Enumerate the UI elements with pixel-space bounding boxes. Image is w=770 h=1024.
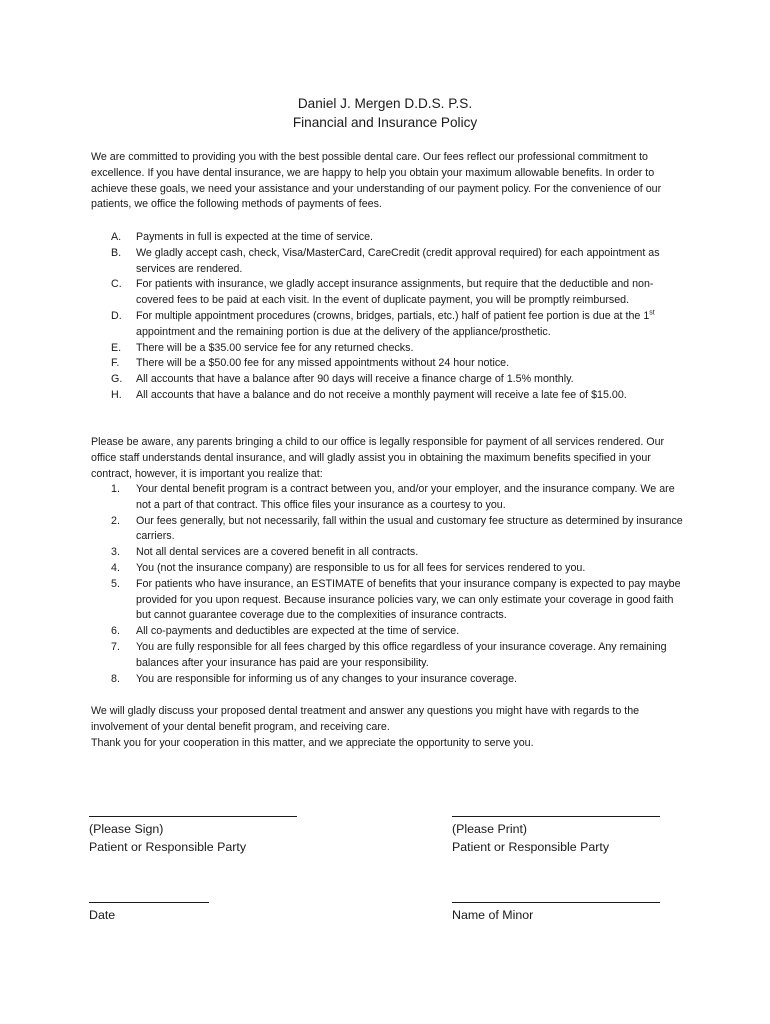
- list-marker: D.: [111, 309, 122, 322]
- insurance-intro-paragraph: Please be aware, any parents bringing a child to our office is legally responsible for payment of all services rendered. Our office staff understands dental insurance, and will gladly assist you in obtaining the maximum benefits specified in your contract, however, it is important you realize that:: [91, 436, 665, 480]
- list-item: [111, 309, 681, 341]
- list-marker: A.: [111, 231, 122, 243]
- print-party-label: Patient or Responsible Party: [452, 839, 610, 854]
- list-item-text: All accounts that have a balance and do not receive a monthly payment will receive a late fee of $15.00.: [136, 388, 627, 401]
- list-item-text: There will be a $35.00 service fee for any returned checks.: [136, 341, 414, 354]
- list-marker: G.: [111, 373, 123, 386]
- list-item: [111, 341, 681, 357]
- signature-block: [89, 808, 297, 856]
- date-line[interactable]: [89, 894, 209, 903]
- date-label: Date: [89, 908, 116, 922]
- list-marker: H.: [111, 388, 122, 401]
- list-item-text: Our fees generally, but not necessarily, fall within the usual and customary fee structure as determined by insurance carriers.: [136, 514, 683, 543]
- list-item: [111, 545, 683, 561]
- list-item-text: All co-payments and deductibles are expected at the time of service.: [136, 625, 460, 638]
- list-item-text-continued: appointment and the remaining portion is due at the delivery of the appliance/prosthetic.: [136, 325, 551, 338]
- list-item-text: For patients who have insurance, an ESTIMATE of benefits that your insurance company is expected to pay maybe provided for you upon request. Because insurance policies vary, we can only estimate your coverage in good faith but cannot guarantee coverage due to the complexities of insurance contracts.: [136, 577, 681, 622]
- insurance-points-list: [111, 482, 683, 687]
- list-marker: 6.: [111, 625, 120, 638]
- list-marker: C.: [111, 278, 122, 291]
- please-sign-label: (Please Sign): [89, 822, 164, 836]
- list-item: [111, 356, 681, 372]
- list-marker: B.: [111, 246, 122, 259]
- list-item-text: We gladly accept cash, check, Visa/MasterCard, CareCredit (credit approval required) for each appointment as services are rendered.: [136, 246, 660, 275]
- list-marker: 2.: [111, 514, 120, 527]
- list-item: [111, 640, 683, 672]
- ordinal-superscript: st: [649, 309, 655, 317]
- date-block: [89, 894, 209, 925]
- signature-line[interactable]: [89, 808, 297, 817]
- list-item: [111, 388, 681, 404]
- thank-you-line: Thank you for your cooperation in this matter, and we appreciate the opportunity to serve you.: [91, 736, 534, 749]
- list-item-text: For multiple appointment procedures (crowns, bridges, partials, etc.) half of patient fee portion is due at the 1: [136, 309, 650, 322]
- list-item: [111, 372, 681, 388]
- list-marker: 5.: [111, 577, 120, 590]
- list-item: [111, 277, 681, 309]
- list-item-text: All accounts that have a balance after 90 days will receive a finance charge of 1.5% monthly.: [136, 373, 574, 386]
- list-item-text: Payments in full is expected at the time of service.: [136, 231, 374, 243]
- list-item: [111, 672, 683, 688]
- list-marker: 7.: [111, 640, 120, 653]
- insurance-section: [91, 435, 691, 482]
- sign-party-label: Patient or Responsible Party: [89, 839, 247, 854]
- list-item: [111, 482, 683, 514]
- closing-paragraph: We will gladly discuss your proposed dental treatment and answer any questions you might have with regards to the involvement of your dental benefit program, and receiving care.: [91, 705, 640, 733]
- minor-name-line[interactable]: [452, 894, 660, 903]
- payment-terms-list: [111, 230, 681, 404]
- list-marker: E.: [111, 341, 122, 354]
- list-item: [111, 577, 683, 624]
- practice-name: Daniel J. Mergen D.D.S. P.S.: [297, 96, 473, 111]
- list-item: [111, 561, 683, 577]
- closing-section: [91, 704, 691, 751]
- print-name-block: [452, 808, 660, 856]
- list-item-text: You are responsible for informing us of any changes to your insurance coverage.: [136, 672, 518, 685]
- print-name-line[interactable]: [452, 808, 660, 817]
- list-marker: F.: [111, 357, 120, 370]
- please-print-label: (Please Print): [452, 822, 528, 836]
- list-item-text: There will be a $50.00 fee for any missed appointments without 24 hour notice.: [136, 357, 510, 370]
- minor-name-block: [452, 894, 660, 925]
- list-item-text: Your dental benefit program is a contract between you, and/or your employer, and the insurance company. We are not a part of that contract. This office files your insurance as a courtesy to you.: [136, 483, 675, 511]
- list-marker: 4.: [111, 561, 120, 574]
- list-item: [111, 514, 683, 546]
- list-item: [111, 246, 681, 278]
- intro-section: [91, 150, 691, 213]
- intro-paragraph: We are committed to providing you with the best possible dental care. Our fees reflect our professional commitment to excellence. If you have dental insurance, we are happy to help you obtain your maximum allowable benefits. In order to achieve these goals, we need your assistance and your understanding of our payment policy. For the convenience of our patients, we office the following methods of payments of fees.: [91, 151, 662, 211]
- list-marker: 3.: [111, 546, 120, 559]
- list-marker: 1.: [111, 483, 120, 495]
- list-item: [111, 624, 683, 640]
- list-item-text: For patients with insurance, we gladly accept insurance assignments, but require that the deductible and non-covered fees to be paid at each visit. In the event of duplicate payment, you will be promptly reimbursed.: [136, 278, 654, 307]
- minor-name-label: Name of Minor: [452, 908, 534, 922]
- document-header: [0, 94, 770, 132]
- policy-title: Financial and Insurance Policy: [292, 115, 478, 130]
- list-marker: 8.: [111, 672, 120, 685]
- list-item-text: You (not the insurance company) are responsible to us for all fees for services rendered to you.: [136, 561, 586, 574]
- list-item-text: You are fully responsible for all fees charged by this office regardless of your insurance coverage. Any remaining balances after your insurance has paid are your responsibility.: [136, 640, 667, 669]
- list-item: [111, 230, 681, 246]
- list-item-text: Not all dental services are a covered benefit in all contracts.: [136, 546, 419, 559]
